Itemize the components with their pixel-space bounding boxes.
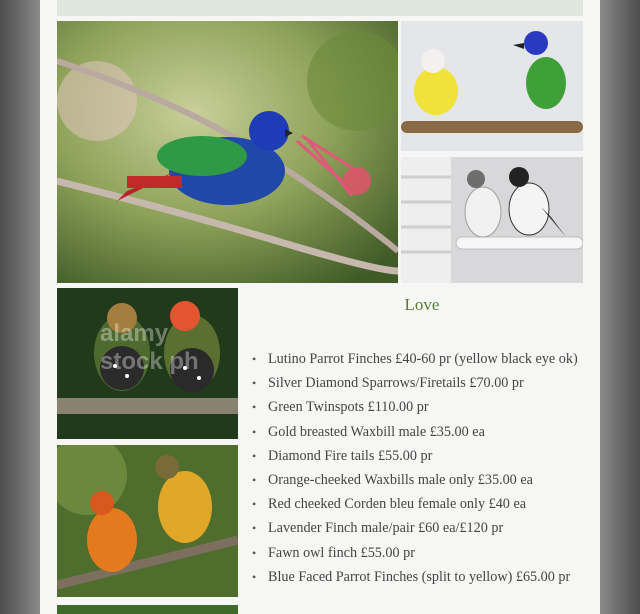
price-list-item: • Blue Faced Parrot Finches (split to yellow) £65.00 pr: [252, 565, 592, 589]
watermark-line-2: stock ph: [100, 348, 199, 375]
price-list-item: • Green Twinspots £110.00 pr: [252, 395, 592, 419]
price-list-item: • Fawn owl finch £55.00 pr: [252, 541, 592, 565]
lutino-finch-photo: [401, 21, 583, 151]
watermark-line-1: alamy: [100, 320, 169, 347]
twinspot-photo: [57, 288, 238, 439]
parrot-finch-photo: [57, 21, 398, 283]
white-finches-photo: [401, 157, 583, 283]
top-banner-strip: [57, 0, 583, 16]
price-list-item: • Lutino Parrot Finches £40-60 pr (yellow black eye ok): [252, 347, 592, 371]
gold-breasted-birds-photo: [57, 445, 238, 597]
price-list-item: • Red cheeked Corden bleu female only £40 ea: [252, 492, 592, 516]
right-frame-shadow: [600, 0, 640, 614]
page[interactable]: [40, 0, 600, 614]
left-frame-shadow: [0, 0, 40, 614]
price-list-item: • Orange-cheeked Waxbills male only £35.00 ea: [252, 468, 592, 492]
price-list-item: • Diamond Fire tails £55.00 pr: [252, 444, 592, 468]
price-list-item: • Lavender Finch male/pair £60 ea/£120 pr: [252, 516, 592, 540]
price-list-item: • Silver Diamond Sparrows/Firetails £70.00 pr: [252, 371, 592, 395]
next-photo-partial: [57, 605, 238, 614]
price-list-item: • Gold breasted Waxbill male £35.00 ea: [252, 420, 592, 444]
section-heading: Love: [404, 295, 440, 314]
price-list: [252, 347, 592, 589]
